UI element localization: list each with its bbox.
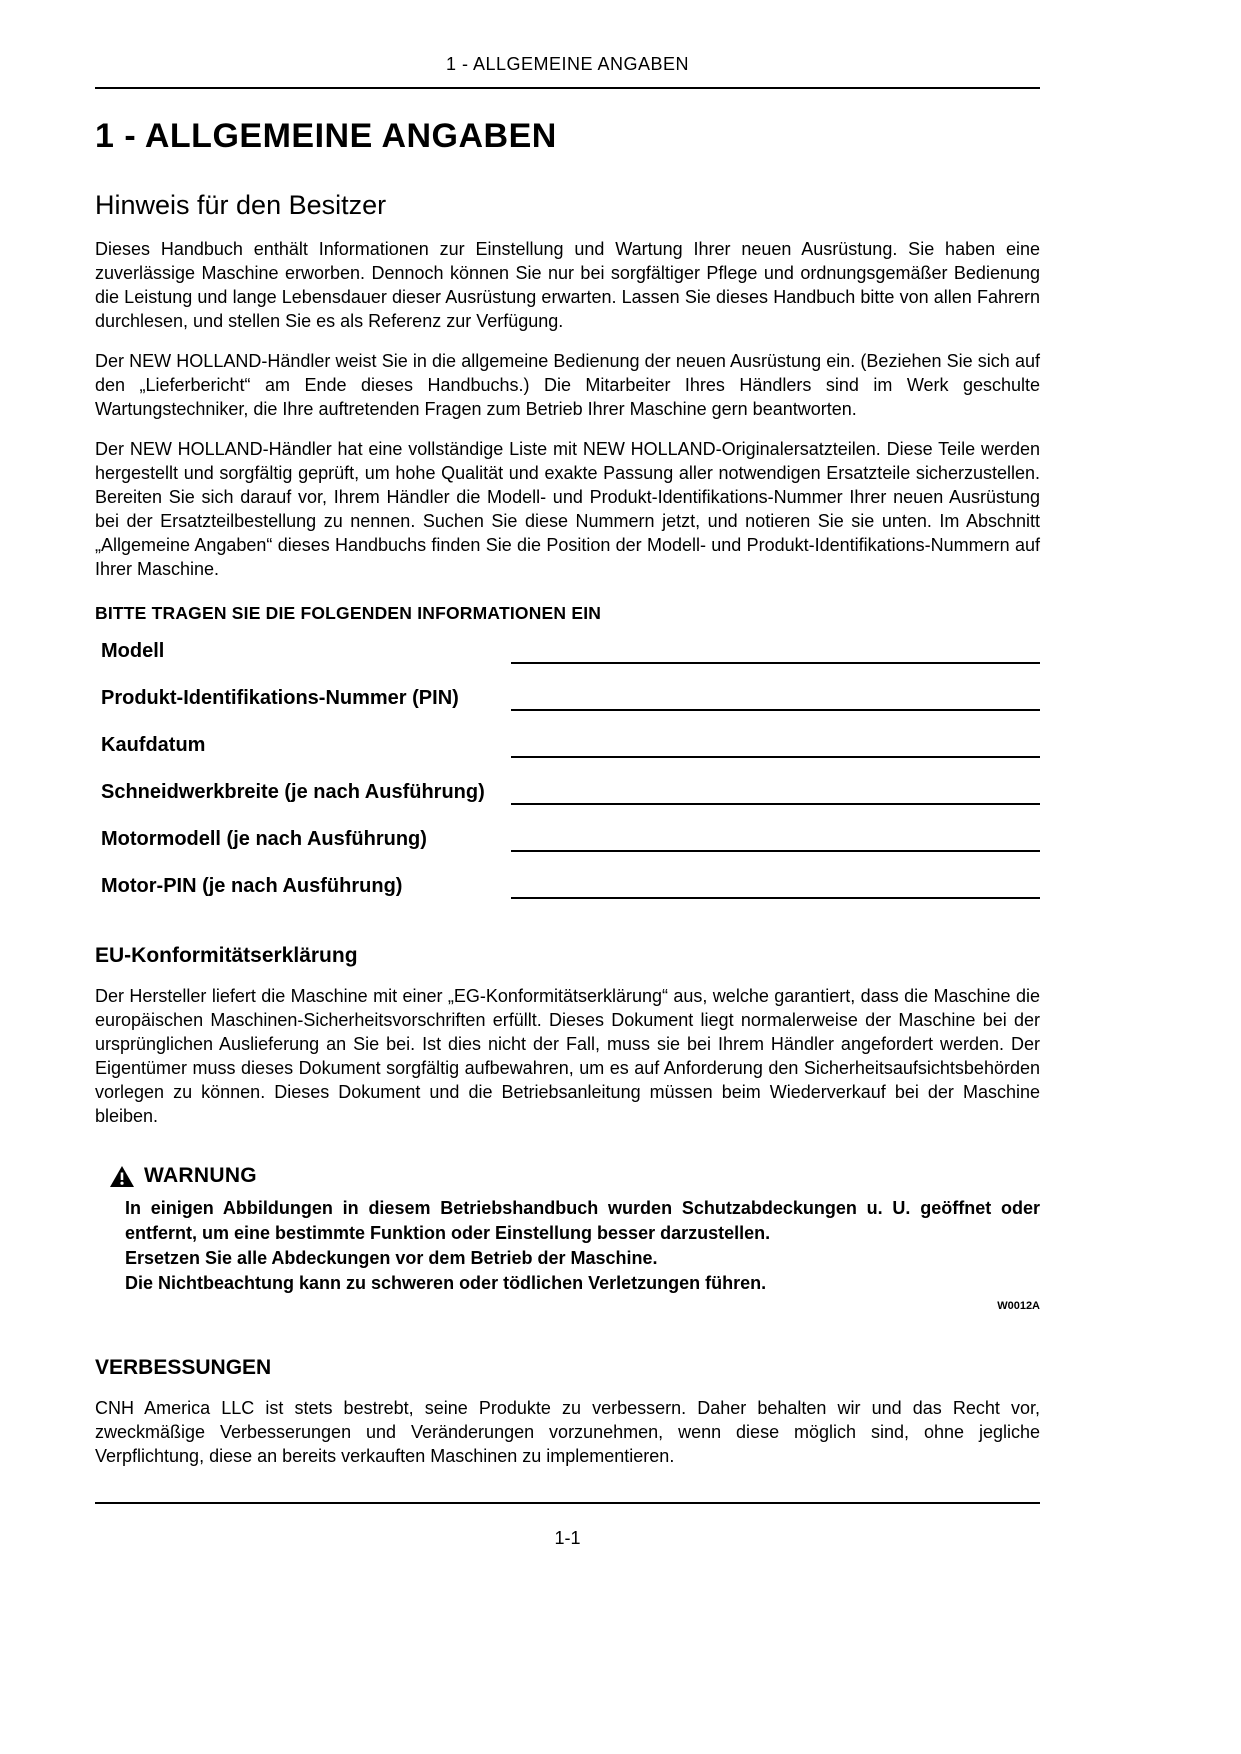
eu-declaration-heading: EU-Konformitätserklärung (95, 944, 358, 967)
write-in-line-engine-pin (511, 873, 1040, 899)
warning-block (110, 1164, 1040, 1312)
warning-triangle-icon (110, 1166, 134, 1187)
form-row-engine-model (101, 826, 1040, 853)
write-in-line-pin (511, 685, 1040, 711)
header-rule (95, 87, 1040, 89)
form-label-pin: Produkt-Identifikations-Nummer (PIN) (101, 687, 459, 710)
footer-rule (95, 1502, 1040, 1504)
write-in-line-engine-model (511, 826, 1040, 852)
eu-declaration-paragraph: Der Hersteller liefert die Maschine mit einer „EG-Konformitätserklärung“ aus, welche garantiert, dass die Maschine die europäischen Maschinen-Sicherheitsvorschriften erfüllt. Dieses Dokument liegt normalerweise der Maschine bei der ursprünglichen Auslieferung an Sie bei. Ist dies nicht der Fall, muss sie bei Ihrem Händler angefordert werden. Der Eigentümer muss dieses Dokument sorgfältig aufbewahren, um es auf Anforderung den Sicherheitsaufsichtsbehörden vorlegen zu können. Dieses Dokument und die Betriebsanleitung müssen beim Wiederverkauf bei der Maschine bleiben. (95, 986, 1040, 1126)
warning-reference-code: W0012A (997, 1300, 1040, 1312)
form-label-header-width: Schneidwerkbreite (je nach Ausführung) (101, 781, 485, 804)
page-content (95, 0, 1040, 1468)
form-label-engine-model: Motormodell (je nach Ausführung) (101, 828, 427, 851)
identification-form (101, 638, 1040, 900)
form-label-purchase-date: Kaufdatum (101, 734, 206, 757)
form-row-model (101, 638, 1040, 665)
form-instruction: BITTE TRAGEN SIE DIE FOLGENDEN INFORMATIONEN EIN (95, 603, 602, 623)
warning-title: WARNUNG (144, 1164, 257, 1187)
warning-text (125, 1196, 1040, 1296)
running-header-title: 1 - ALLGEMEINE ANGABEN (445, 54, 690, 74)
improvements-paragraph: CNH America LLC ist stets bestrebt, seine Produkte zu verbessern. Daher behalten wir und das Recht vor, zweckmäßige Verbesserungen und Veränderungen vorzunehmen, wenn diese möglich sind, ohne jegliche Verpflichtung, diese an bereits verkauften Maschinen zu implementieren. (95, 1398, 1040, 1466)
warning-header (110, 1164, 1040, 1188)
form-row-pin (101, 685, 1040, 712)
warning-line-2: Ersetzen Sie alle Abdeckungen vor dem Betrieb der Maschine. (125, 1248, 658, 1268)
chapter-title: 1 - ALLGEMEINE ANGABEN (95, 117, 557, 155)
running-header (95, 0, 1040, 89)
warning-line-1: In einigen Abbildungen in diesem Betriebshandbuch wurden Schutzabdeckungen u. U. geöffnet oder entfernt, um eine bestimmte Funktion oder Einstellung besser darzustellen. (125, 1198, 1040, 1243)
owner-note-paragraph-1: Dieses Handbuch enthält Informationen zur Einstellung und Wartung Ihrer neuen Ausrüstung. Sie haben eine zuverlässige Maschine erworben. Dennoch können Sie nur bei sorgfältiger Pflege und ordnungsgemäßer Bedienung die Leistung und lange Lebensdauer dieser Ausrüstung erwarten. Lassen Sie dieses Handbuch bitte von allen Fahrern durchlesen, und stellen Sie es als Referenz zur Verfügung. (95, 239, 1040, 331)
warning-line-3: Die Nichtbeachtung kann zu schweren oder tödlichen Verletzungen führen. (125, 1273, 767, 1293)
owner-note-heading: Hinweis für den Besitzer (95, 190, 387, 220)
write-in-line-purchase-date (511, 732, 1040, 758)
write-in-line-header-width (511, 779, 1040, 805)
form-label-model: Modell (101, 640, 165, 663)
form-row-purchase-date (101, 732, 1040, 759)
write-in-line-model (511, 638, 1040, 664)
form-row-engine-pin (101, 873, 1040, 900)
owner-note-paragraph-3: Der NEW HOLLAND-Händler hat eine vollständige Liste mit NEW HOLLAND-Originalersatzteilen. Diese Teile werden hergestellt und sorgfältig geprüft, um hohe Qualität und exakte Passung aller notwendigen Ersatzteile sicherzustellen. Bereiten Sie sich darauf vor, Ihrem Händler die Modell- und Produkt-Identifikations-Nummer Ihrer neuen Ausrüstung bei der Ersatzteilbestellung zu nennen. Suchen Sie diese Nummern jetzt, und notieren Sie sie unten. Im Abschnitt „Allgemeine Angaben“ dieses Handbuchs finden Sie die Position der Modell- und Produkt-Identifikations-Nummern auf Ihrer Maschine. (95, 439, 1040, 579)
page-number: 1-1 (554, 1528, 581, 1548)
page-footer (95, 1502, 1040, 1549)
owner-note-paragraph-2: Der NEW HOLLAND-Händler weist Sie in die allgemeine Bedienung der neuen Ausrüstung ein. (Beziehen Sie sich auf den „Lieferbericht“ am Ende dieses Handbuchs.) Die Mitarbeiter Ihres Händlers sind im Werk geschulte Wartungstechniker, die Ihre auftretenden Fragen zum Betrieb Ihrer Maschine gern beantworten. (95, 351, 1040, 419)
form-row-header-width (101, 779, 1040, 806)
improvements-heading: VERBESSUNGEN (95, 1356, 272, 1379)
form-label-engine-pin: Motor-PIN (je nach Ausführung) (101, 875, 403, 898)
